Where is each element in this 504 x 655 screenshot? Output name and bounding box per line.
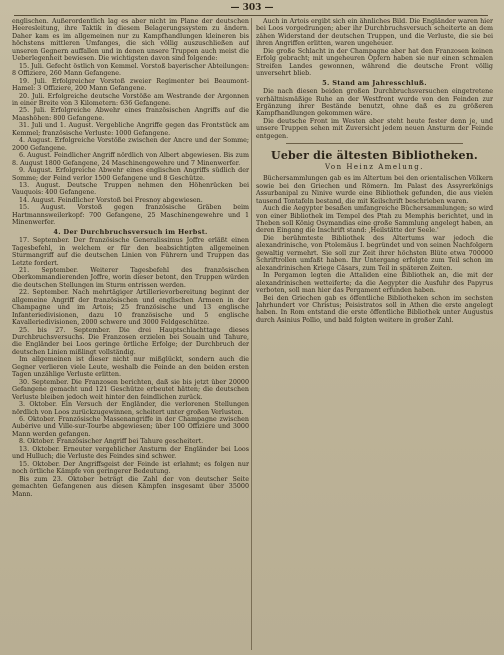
left-paragraph: 6. August. Feindlicher Angriff nördlich von Albert abgewiesen. Bis zum 8. August 1800 Gefangene, 24 Maschinengewehre und 7 Minenwerfer. [12, 152, 249, 167]
section-paragraph: 8. Oktober. Französischer Angriff bei Tahure gescheitert. [19, 438, 204, 446]
section-paragraph: 30. September. Die Franzosen berichten, daß sie bis jetzt über 20000 Gefangene gemacht und 121 Geschütze erbeutet hätten; die deutschen Verluste bleiben jedoch weit hinter den feindlichen zurück. [12, 378, 249, 401]
article-separator [286, 143, 463, 144]
section-paragraph: 25. bis 27. September. Die drei Hauptschlachttage dieses Durchbruchsversuchs. Die Franzosen erzielen bei Souain und Tahure, die Engländer bei Loos geringe örtliche Erfolge; der Durchbruch der deutschen Linien mißlingt vollständig. [12, 326, 249, 356]
section-paragraph: Die nach diesen beiden großen Durchbruchsversuchen eingetretene verhältnismäßige Ruhe an der Westfront wurde von den Feinden zur Ergänzung ihrer Bestände benutzt, ohne daß es zu größeren Kampfhandlungen gekommen wäre. [256, 88, 493, 118]
section-heading: 5. Stand am Jahresschluß. [322, 78, 427, 87]
left-paragraph: 4. August. Erfolgreiche Vorstöße zwischen der Ancre und der Somme; 2000 Gefangene. [12, 137, 249, 152]
section-paragraph: 3. Oktober. Ein Versuch der Engländer, die verlorenen Stellungen nördlich von Loos zurückzugewinnen, scheitert unter großen Verlusten. [12, 401, 249, 416]
article-paragraph: Auch die Aegypter besaßen umfangreiche Büchersammlungen; so wird von einer Bibliothek im Tempel des Ptah zu Memphis berichtet, und in Theben soll König Osymandias eine große Sammlung angelegt haben, an deren Eingang die Inschrift stand: ‚Heilstätte der Seele.' [256, 205, 493, 235]
section-paragraph: Im allgemeinen ist dieser nicht nur mißglückt, sondern auch die Gegner verlieren viele Leute, weshalb die Feinde an den beiden ersten Tagen unzählige Verluste erlitten. [12, 356, 249, 379]
left-paragraph: 19. Juli. Erfolgreicher Vorstoß zweier Regimenter bei Beaumont-Hamel: 3 Offiziere, 200 Mann Gefangene. [12, 77, 249, 93]
article-paragraph: Büchersammlungen gab es im Altertum bei den orientalischen Völkern sowie bei den Griechen und Römern. Im Palast des Assyrerkönigs Assurbanipal zu Ninive wurde eine Bibliothek gefunden, die aus vielen tausend Tontafeln bestand, die mit Keilschrift beschrieben waren. [256, 175, 493, 205]
article-paragraph: Bei den Griechen gab es öffentliche Bibliotheken schon im sechsten Jahrhundert vor Christus; Peisistratos soll in Athen die erste angelegt haben. In Rom entstand die erste öffentliche Bibliothek unter Augustus durch Asinius Pollio, und bald folgten weitere in großer Zahl. [256, 294, 493, 324]
section-heading: 4. Der Durchbruchsversuch im Herbst. [53, 227, 208, 236]
right-paragraph: Auch in Artois ergibt sich ein ähnliches Bild. Die Engländer waren hier bei Loos vorgedrungen; aber ihr Durchbruchsversuch scheiterte an dem zähen Widerstand der deutschen Truppen, und die Verluste, die sie bei ihren Angriffen erlitten, waren ungeheuer. [256, 18, 493, 48]
section-paragraph: 22. September. Nach mehrtägiger Artillerievorbereitung beginnt der allgemeine Angriff der französischen und englischen Armeen in der Champagne und im Artois; 25 französische und 13 englische Infanteriedivisionen, dazu 10 französische und 5 englische Kavalleriedivisionen, 2000 schwere und 3000 Feldgeschütze. [12, 289, 249, 327]
page-number: — 303 — [230, 3, 274, 13]
section-paragraph: 13. Oktober. Erneuter vergeblicher Ansturm der Engländer bei Loos und Hulluch; die Verluste des Feindes sind schwer. [12, 445, 249, 461]
section-paragraph: 17. September. Der französische Generalissimus Joffre erläßt einen Tagesbefehl, in welchem er für den beabsichtigten allgemeinen Sturmangriff auf die deutschen Linien von Führern und Truppen das Letzte fordert. [12, 237, 249, 267]
article-paragraph: Die berühmteste Bibliothek des Altertums war jedoch die alexandrinische, von Ptolemäus I. begründet und von seinen Nachfolgern gewaltig vermehrt. Sie soll zur Zeit ihrer höchsten Blüte etwa 700000 Schriftrollen umfaßt haben. Ihr Untergang erfolgte zum Teil schon im alexandrinischen Kriege Cäsars, zum Teil in späteren Zeiten. [256, 234, 493, 272]
header-rule [14, 15, 488, 16]
left-paragraph: 9. August. Erfolgreiche Abwehr eines englischen Angriffs südlich der Somme; der Feind verlor 1500 Gefangene und 8 Geschütze. [12, 167, 249, 182]
article-byline: Von Heinz Amelung. [324, 163, 425, 172]
right-paragraph: Die große Schlacht in der Champagne aber hat den Franzosen keinen Erfolg gebracht; mit ungeheuren Opfern haben sie nur einen schmalen Streifen Landes gewonnen, während die deutsche Front völlig unversehrt blieb. [256, 47, 493, 78]
left-paragraph: 20. Juli. Erfolgreiche deutsche Vorstöße am Westrande der Argonnen in einer Breite von 3 Kilometern: 636 Gefangene. [12, 92, 249, 107]
column-divider [251, 18, 252, 650]
left-paragraph: 25. Juli. Erfolgreiche Abwehr eines französischen Angriffs auf die Maashöhen: 800 Gefangene. [12, 107, 249, 122]
left-paragraph: englischen. Außerordentlich lag es aber nicht im Plane der deutschen Heeresleitung, ihre Taktik in diesem Belagerungssystem zu ändern. Daher kam es im allgemeinen nur zu Kampfhandlungen kleineren bis höchstens mittleren Umfanges, die sich völlig auszuschließen auf unseren Gegnern auffallen und in denen unsere Truppen auch meist die Ueberlegenheit bewiesen. Die wichtigsten davon sind folgende: [12, 18, 249, 63]
left-column [12, 18, 249, 650]
section-paragraph: 15. Oktober. Der Angriffsgeist der Feinde ist erlahmt; es folgen nur noch örtliche Kämpfe von geringerer Bedeutung. [12, 460, 249, 476]
section-paragraph: 21. September. Weiterer Tagesbefehl des französischen Oberkommandierenden Joffre, worin dieser betont, den Truppen würden die deutschen Stellungen im Sturm entrissen werden. [12, 266, 249, 289]
article-paragraph: In Pergamon legten die Attaliden eine Bibliothek an, die mit der alexandrinischen wetteiferte; da die Aegypter die Ausfuhr des Papyrus verboten, soll man hier das Pergament erfunden haben. [256, 272, 493, 295]
left-paragraph: 13. August. Deutsche Truppen nehmen den Höhenrücken bei Vauquois: 400 Gefangene. [12, 181, 249, 197]
left-paragraph: 31. Juli und 1. August. Vergebliche Angriffe gegen das Frontstück am Kemmel; französische Verluste: 1000 Gefangene. [12, 122, 249, 137]
right-column [256, 18, 493, 650]
section-paragraph: Bis zum 23. Oktober beträgt die Zahl der von deutscher Seite gemachten Gefangenen aus diesen Kämpfen insgesamt über 35000 Mann. [12, 475, 249, 498]
left-paragraph: 15. August. Vorstoß gegen französische Gräben beim Hartmannsweilerkopf: 700 Gefangene, 25 Maschinengewehre und 1 Minenwerfer. [12, 204, 249, 227]
section-paragraph: 6. Oktober. Französische Massenangriffe in der Champagne zwischen Aubérive und Ville-sur-Tourbe abgewiesen; über 100 Offiziere und 3000 Mann werden gefangen. [12, 416, 249, 438]
left-paragraph: 15. Juli. Gefecht östlich von Kemmel. Vorstoß bayerischer Abteilungen: 8 Offiziere, 260 Mann Gefangene. [12, 62, 249, 78]
section-paragraph: Die deutsche Front im Westen aber steht heute fester denn je, und unsere Truppen sehen mit Zuversicht jedem neuen Ansturm der Feinde entgegen. [256, 117, 493, 140]
left-paragraph: 14. August. Feindlicher Vorstoß bei Fresnoy abgewiesen. [19, 196, 203, 204]
article-title: Ueber die ältesten Bibliotheken. [271, 149, 478, 163]
